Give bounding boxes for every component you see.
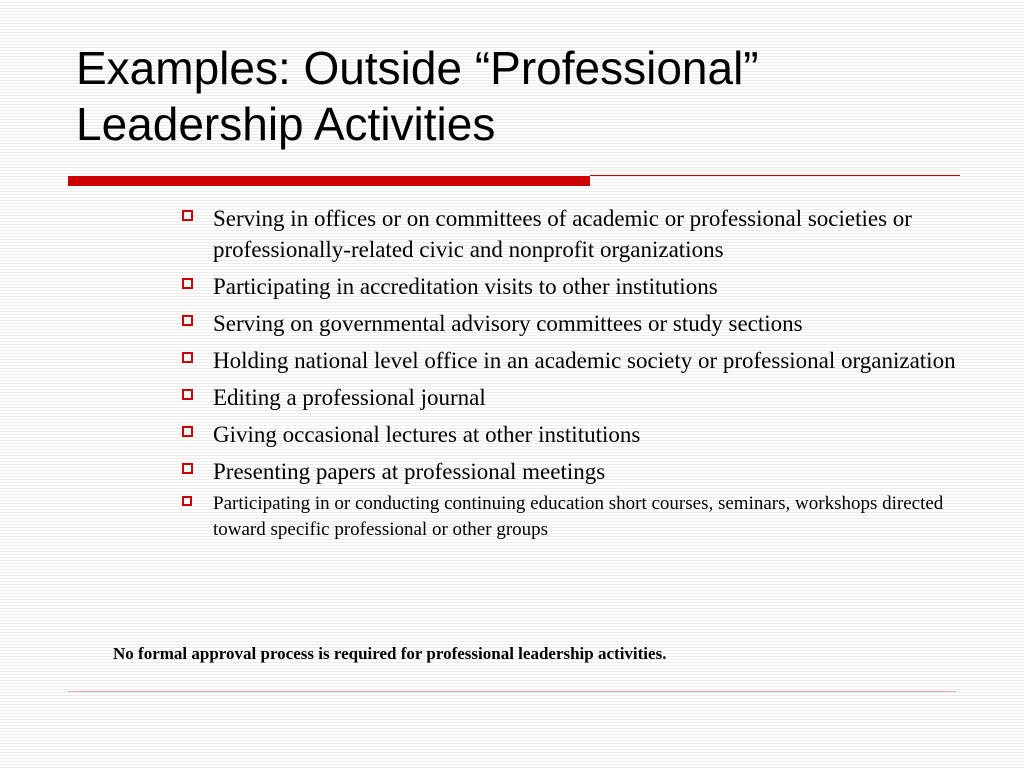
bullet-item <box>180 203 960 265</box>
hollow-square-icon <box>182 426 193 437</box>
bullet-text: Presenting papers at professional meetings <box>213 459 606 484</box>
hollow-square-icon <box>182 389 193 400</box>
hollow-square-icon <box>182 352 193 363</box>
approval-note: No formal approval process is required for professional leadership activities. <box>113 644 667 663</box>
hollow-square-icon <box>182 278 193 289</box>
bullet-text: Holding national level office in an academic society or professional organization <box>213 348 956 373</box>
bullet-text: Serving in offices or on committees of academic or professional societies or professionally-related civic and nonprofit organizations <box>213 206 912 262</box>
hollow-square-icon <box>182 315 193 326</box>
bullet-text: Serving on governmental advisory committees or study sections <box>213 311 803 336</box>
bullet-item <box>180 419 960 450</box>
bullet-text: Participating in or conducting continuing education short courses, seminars, workshops directed toward specific professional or other groups <box>213 493 944 540</box>
bullet-text: Editing a professional journal <box>213 385 486 410</box>
bottom-divider <box>68 691 956 692</box>
title-underline-thick <box>68 176 590 186</box>
title-underline-thin <box>590 175 960 176</box>
bullet-text: Giving occasional lectures at other institutions <box>213 422 641 447</box>
bullet-list <box>180 203 960 549</box>
hollow-square-icon <box>182 210 193 221</box>
bullet-item <box>180 491 960 543</box>
bullet-item <box>180 271 960 302</box>
bullet-text: Participating in accreditation visits to other institutions <box>213 274 718 299</box>
bullet-item <box>180 456 960 487</box>
hollow-square-icon <box>182 463 193 474</box>
bullet-item <box>180 382 960 413</box>
bullet-item <box>180 345 960 376</box>
slide-title <box>76 40 956 152</box>
hollow-square-icon <box>182 496 192 506</box>
bullet-item <box>180 308 960 339</box>
title-line-2: Leadership Activities <box>76 98 496 150</box>
title-line-1: Examples: Outside “Professional” <box>76 42 759 94</box>
